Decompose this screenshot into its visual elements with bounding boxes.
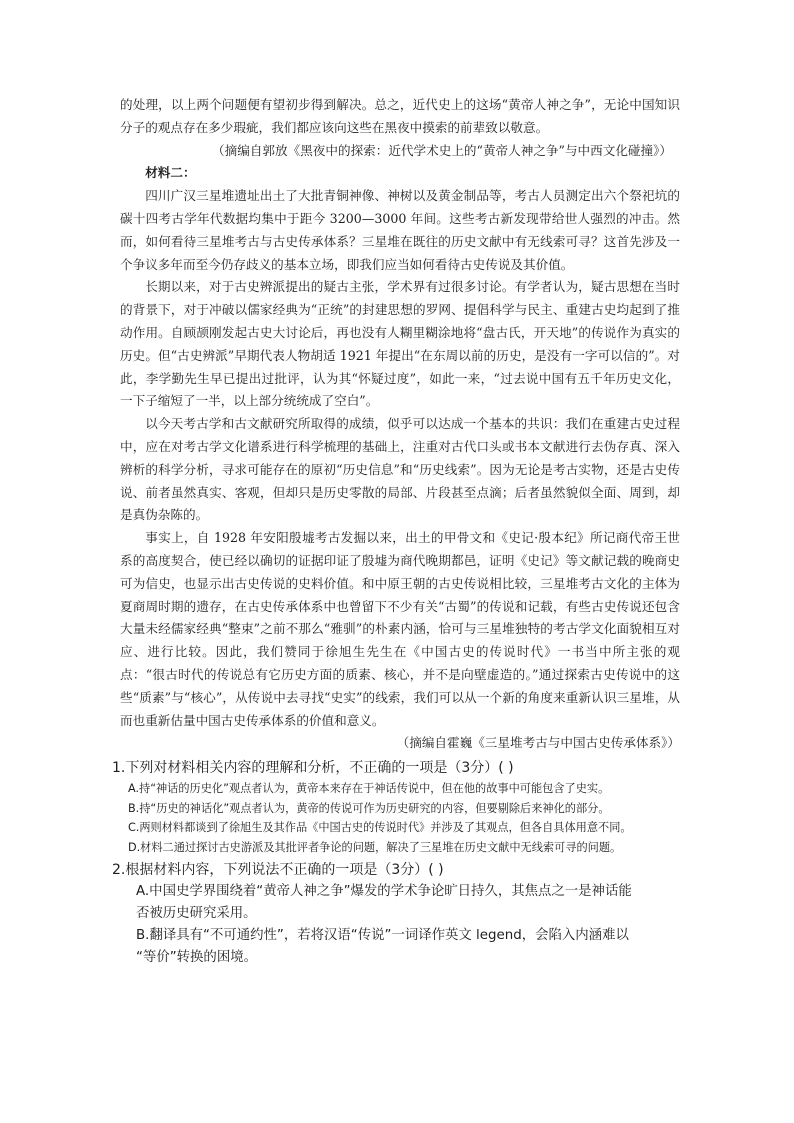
material-2-source: （摘编自霍巍《三星堆考古与中国古史传承体系》） xyxy=(396,735,680,751)
material-2-paragraph: 以今天考古学和古文献研究所取得的成绩，似乎可以达成一个基本的共识：我们在重建古史过程中，应在对考古学文化谱系进行科学梳理的基础上，注重对古代口头或书本文献进行去伪存真、深入辨析的科学分析，寻求可能存在的原初“历史信息”和“历史线索”。因为无论是考古实物，还是古史传说、前者虽然真实、客观，但却只是历史零散的局部、片段甚至点滴；后者虽然貌似全面、周到，却是真伪杂陈的。 xyxy=(120,416,680,523)
question-1 xyxy=(112,757,680,857)
material-2-heading: 材料二： xyxy=(145,165,196,181)
question-1-option-d[interactable]: D.材料二通过探讨古史游派及其批评者争论的问题，解决了三星堆在历史文献中无线索可寻的问题。 xyxy=(128,840,622,854)
material-2-paragraph: 长期以来，对于古史辨派提出的疑古主张，学术界有过很多讨论。有学者认为，疑古思想在当时的背景下，对于冲破以儒家经典为“正统”的封建思想的罗网、提倡科学与民主、重建古史均起到了推动作用。自顾颉刚发起古史大讨论后，再也没有人糊里糊涂地将“盘古氏，开天地”的传说作为真实的历史。但“古史辨派”早期代表人物胡适 1921 年提出“在东周以前的历史，是没有一字可以信的”。对此，李学勤先生早已提出过批评，认为其“怀疑过度”，如此一来，“过去说中国有五千年历史文化，一下子缩短了一半，以上部分统统成了空白”。 xyxy=(120,279,680,409)
question-1-option-b[interactable]: B.持“历史的神话化”观点者认为，黄帝的传说可作为历史研究的内容，但要剔除后来神化的部分。 xyxy=(128,801,610,815)
intro-source: （摘编自郭放《黑夜中的探索：近代学术史上的“黄帝人神之争”与中西文化碰撞》） xyxy=(212,142,672,158)
option-line: “等价”转换的困境。 xyxy=(136,950,257,966)
material-2-paragraph: 四川广汉三星堆遗址出土了大批青铜神像、神树以及黄金制品等，考古人员测定出六个祭祀坑的碳十四考古学年代数据均集中于距今 3200—3000 年间。这些考古新发现带给世人强烈的冲击。然而，如何看待三星堆考古与古史传承体系？三星堆在既往的历史文献中有无线索可寻？这首先涉及一个争议多年而至今仍存歧义的基本立场，即我们应当如何看待古史传说及其价值。 xyxy=(120,188,680,272)
question-2-stem: 2.根据材料内容，下列说法不正确的一项是（3分）( ) xyxy=(112,862,444,879)
question-2-option-b[interactable] xyxy=(136,925,680,969)
option-line: 否被历史研究采用。 xyxy=(136,906,257,922)
option-line: B.翻译具有“不可通约性”，若将汉语“传说”一词译作英文 legend，会陷入内涵难以 xyxy=(136,928,629,944)
question-2-option-a[interactable] xyxy=(136,881,680,925)
question-1-option-c[interactable]: C.两则材料都谈到了徐旭生及其作品《中国古史的传说时代》并涉及了其观点，但各自具体用意不同。 xyxy=(128,821,632,835)
option-line: A.中国史学界围绕着“黄帝人神之争”爆发的学术争论旷日持久，其焦点之一是神话能 xyxy=(136,884,632,900)
page-content xyxy=(112,94,680,969)
material-2-paragraph: 事实上，自 1928 年安阳殷墟考古发掘以来，出土的甲骨文和《史记·殷本纪》所记商代帝王世系的高度契合，使已经以确切的证据印证了殷墟为商代晚期都邑，证明《史记》等文献记载的晚商史可为信史，也显示出古史传说的史料价值。和中原王朝的古史传说相比较，三星堆考古文化的主体为夏商周时期的遗存，在古史传承体系中也曾留下不少有关“古蜀”的传说和记载，有些古史传说还包含大量未经儒家经典“整束”之前不那么“雅驯”的朴素内涵，恰可与三星堆独特的考古学文化面貌相互对应、进行比较。因此，我们赞同于徐旭生先生在《中国古史的传说时代》一书当中所主张的观点：“很古时代的传说总有它历史方面的质素、核心，并不是向壁虚造的。”通过探索古史传说中的这些“质素”与“核心”，从传说中去寻找“史实”的线索，我们可以从一个新的角度来重新认识三星堆，从而也重新估量中国古史传承体系的价值和意义。 xyxy=(120,530,680,728)
intro-paragraph: 的处理，以上两个问题便有望初步得到解决。总之，近代史上的这场“黄帝人神之争”，无论中国知识分子的观点存在多少瑕疵，我们都应该向这些在黑夜中摸索的前辈致以敬意。 xyxy=(120,97,680,135)
question-1-option-a[interactable]: A.持“神话的历史化”观点者认为，黄帝本来存在于神话传说中，但在他的故事中可能包含了史实。 xyxy=(128,782,610,796)
question-1-stem: 1.下列对材料相关内容的理解和分析，不正确的一项是（3分）( ) xyxy=(112,760,514,777)
question-2 xyxy=(112,859,680,969)
